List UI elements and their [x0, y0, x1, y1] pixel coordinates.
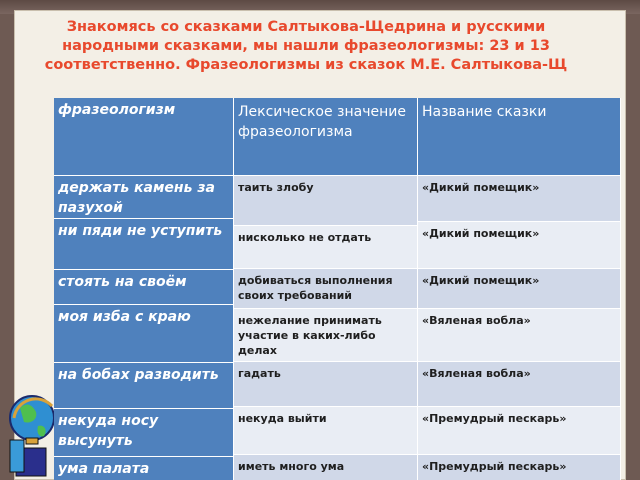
- meaning-cell: таить злобу: [234, 176, 418, 226]
- header-meaning: Лексическое значение фразеологизма: [234, 98, 418, 176]
- header-phrase: фразеологизм: [54, 98, 234, 176]
- phrase-cell: ума палата: [54, 457, 234, 480]
- phrase-cell: ни пяди не уступить: [54, 219, 234, 270]
- phrase-cell: на бобах разводить: [54, 363, 234, 409]
- meaning-cell: иметь много ума: [234, 455, 418, 480]
- tale-cell: «Дикий помещик»: [418, 222, 621, 269]
- meaning-cell: нисколько не отдать: [234, 226, 418, 269]
- phrase-cell: моя изба с краю: [54, 305, 234, 363]
- phrase-cell: некуда носу высунуть: [54, 409, 234, 457]
- tale-cell: «Вяленая вобла»: [418, 362, 621, 407]
- tale-cell: «Дикий помещик»: [418, 269, 621, 309]
- meaning-cell: нежелание принимать участие в каких-либо делах: [234, 309, 418, 362]
- phrase-cell: стоять на своём: [54, 270, 234, 305]
- header-tale: Название сказки: [418, 98, 621, 176]
- tale-cell: «Премудрый пескарь»: [418, 407, 621, 455]
- meaning-cell: добиваться выполнения своих требований: [234, 269, 418, 309]
- meaning-cell: некуда выйти: [234, 407, 418, 455]
- phraseology-table: [54, 98, 621, 480]
- globe-clipart-icon: [2, 378, 54, 480]
- tale-cell: «Премудрый пескарь»: [418, 455, 621, 480]
- tale-cell: «Дикий помещик»: [418, 176, 621, 222]
- slide-title: Знакомясь со сказками Салтыкова-Щедрина и русскими народными сказками, мы нашли фразеологизмы: 23 и 13 соответственно. Фразеологизмы из сказок М.Е. Салтыкова-Щ: [44, 19, 568, 73]
- meaning-cell: гадать: [234, 362, 418, 407]
- phrase-cell: держать камень за пазухой: [54, 176, 234, 219]
- tale-cell: «Вяленая вобла»: [418, 309, 621, 362]
